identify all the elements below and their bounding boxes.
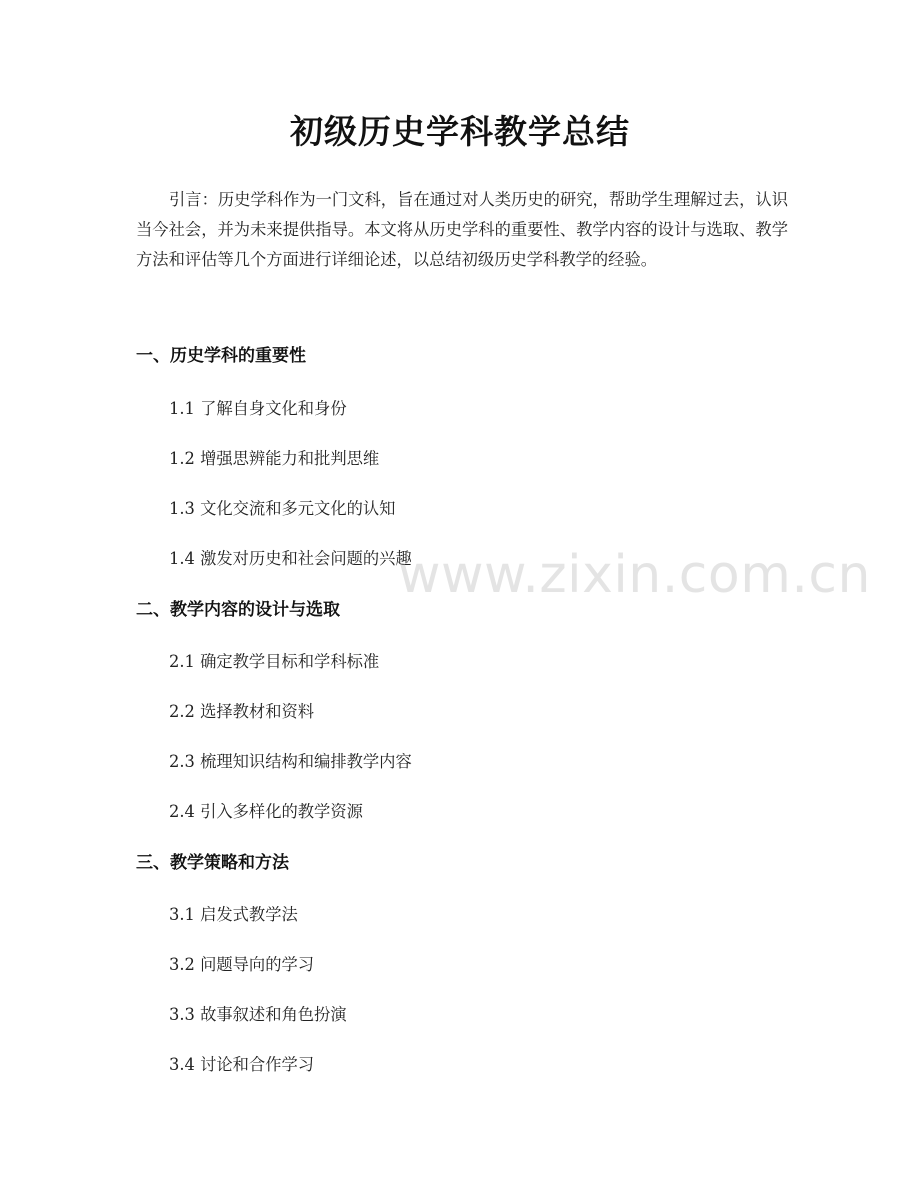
section-heading-3: 三、教学策略和方法 <box>136 853 289 873</box>
watermark-text: www.zixin.com.cn <box>398 545 871 605</box>
section-2-item-2: 2.2 选择教材和资料 <box>169 702 315 721</box>
section-2-item-1: 2.1 确定教学目标和学科标准 <box>169 652 380 671</box>
section-2-item-3: 2.3 梳理知识结构和编排教学内容 <box>169 752 412 771</box>
section-2-item-4: 2.4 引入多样化的教学资源 <box>169 802 363 821</box>
section-3-item-3: 3.3 故事叙述和角色扮演 <box>169 1005 347 1024</box>
section-heading-1: 一、历史学科的重要性 <box>136 346 306 366</box>
section-3-item-2: 3.2 问题导向的学习 <box>169 955 315 974</box>
section-1-item-1: 1.1 了解自身文化和身份 <box>169 399 347 418</box>
document-title: 初级历史学科教学总结 <box>290 112 630 151</box>
section-1-item-2: 1.2 增强思辨能力和批判思维 <box>169 449 380 468</box>
intro-paragraph: 引言：历史学科作为一门文科，旨在通过对人类历史的研究，帮助学生理解过去，认识当今社会，并为未来提供指导。本文将从历史学科的重要性、教学内容的设计与选取、教学方法和评估等几个方面进行详细论述，以总结初级历史学科教学的经验。 <box>136 190 788 269</box>
section-3-item-1: 3.1 启发式教学法 <box>169 905 298 924</box>
section-heading-2: 二、教学内容的设计与选取 <box>136 600 340 620</box>
section-1-item-3: 1.3 文化交流和多元文化的认知 <box>169 499 396 518</box>
section-3-item-4: 3.4 讨论和合作学习 <box>169 1055 315 1074</box>
section-1-item-4: 1.4 激发对历史和社会问题的兴趣 <box>169 549 412 568</box>
